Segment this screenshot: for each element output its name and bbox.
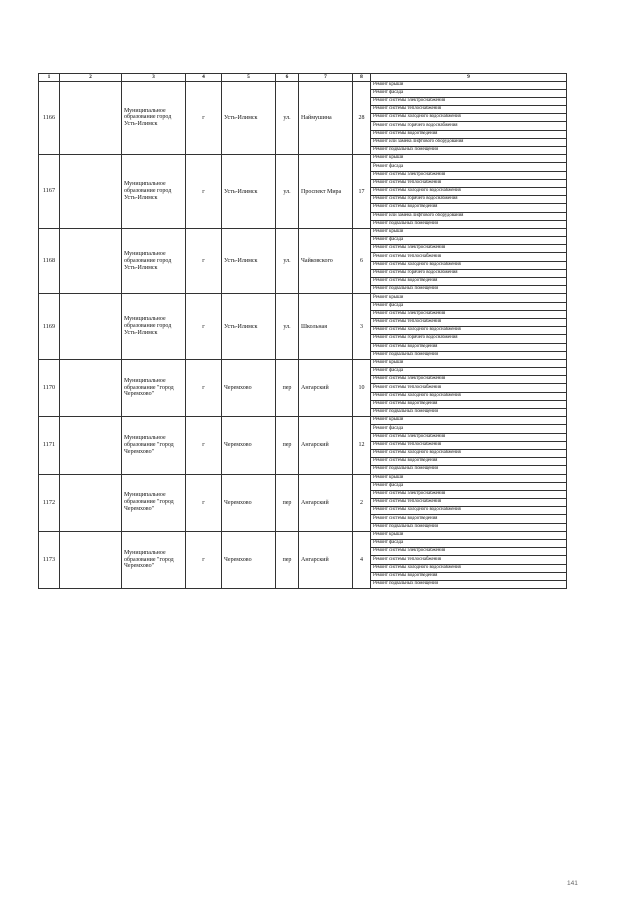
- repair-work-item: Ремонт системы теплоснабжения: [371, 318, 567, 326]
- repair-work-item: Ремонт системы горячего водоснабжения: [371, 196, 567, 204]
- table-row: [39, 417, 567, 425]
- repair-work-item: Ремонт крыши: [371, 81, 567, 89]
- settlement-type: г: [186, 155, 222, 229]
- settlement-name: Черемхово: [222, 474, 276, 531]
- column-header: 4: [186, 74, 222, 82]
- repair-work-item: Ремонт системы водоотведения: [371, 572, 567, 580]
- settlement-type: г: [186, 81, 222, 155]
- municipality: Муниципальное образование город Усть-Илимск: [122, 155, 186, 229]
- repair-work-item: Ремонт системы теплоснабжения: [371, 499, 567, 507]
- empty-cell: [60, 294, 122, 360]
- municipality: Муниципальное образование "город Черемхово": [122, 531, 186, 588]
- settlement-type: г: [186, 474, 222, 531]
- repair-work-item: Ремонт системы холодного водоснабжения: [371, 507, 567, 515]
- repair-work-item: Ремонт системы холодного водоснабжения: [371, 187, 567, 195]
- record-number: 1166: [39, 81, 60, 155]
- house-number: 3: [353, 294, 371, 360]
- repair-work-item: Ремонт подвальных помещений: [371, 466, 567, 474]
- table-row: [39, 155, 567, 163]
- street-type: ул.: [276, 81, 299, 155]
- house-number: 12: [353, 417, 371, 474]
- repair-work-item: Ремонт крыши: [371, 294, 567, 302]
- municipality: Муниципальное образование "город Черемхово": [122, 417, 186, 474]
- table-row: [39, 81, 567, 89]
- repair-work-item: Ремонт или замена лифтового оборудования: [371, 138, 567, 146]
- repair-work-item: Ремонт системы электроснабжения: [371, 433, 567, 441]
- repair-work-item: Ремонт системы электроснабжения: [371, 97, 567, 105]
- settlement-name: Черемхово: [222, 417, 276, 474]
- street-name: Чайковского: [299, 228, 353, 294]
- repair-work-item: Ремонт крыши: [371, 155, 567, 163]
- repair-program-table: [38, 73, 567, 589]
- street-name: Школьная: [299, 294, 353, 360]
- record-number: 1172: [39, 474, 60, 531]
- column-header: 1: [39, 74, 60, 82]
- record-number: 1171: [39, 417, 60, 474]
- repair-work-item: Ремонт системы холодного водоснабжения: [371, 261, 567, 269]
- empty-cell: [60, 359, 122, 416]
- repair-work-item: Ремонт системы электроснабжения: [371, 490, 567, 498]
- repair-work-item: Ремонт системы электроснабжения: [371, 310, 567, 318]
- settlement-name: Усть-Илимск: [222, 155, 276, 229]
- empty-cell: [60, 531, 122, 588]
- settlement-name: Усть-Илимск: [222, 294, 276, 360]
- municipality: Муниципальное образование город Усть-Илимск: [122, 294, 186, 360]
- house-number: 10: [353, 359, 371, 416]
- empty-cell: [60, 474, 122, 531]
- record-number: 1167: [39, 155, 60, 229]
- street-type: пер: [276, 531, 299, 588]
- settlement-type: г: [186, 294, 222, 360]
- column-header: 6: [276, 74, 299, 82]
- street-type: ул.: [276, 228, 299, 294]
- repair-work-item: Ремонт системы теплоснабжения: [371, 253, 567, 261]
- record-number: 1170: [39, 359, 60, 416]
- repair-work-item: Ремонт системы электроснабжения: [371, 245, 567, 253]
- repair-work-item: Ремонт системы водоотведения: [371, 278, 567, 286]
- settlement-type: г: [186, 359, 222, 416]
- settlement-name: Черемхово: [222, 359, 276, 416]
- repair-work-item: Ремонт системы горячего водоснабжения: [371, 269, 567, 277]
- repair-work-item: Ремонт системы водоотведения: [371, 458, 567, 466]
- repair-work-item: Ремонт системы электроснабжения: [371, 376, 567, 384]
- street-type: пер: [276, 474, 299, 531]
- repair-work-item: Ремонт системы теплоснабжения: [371, 384, 567, 392]
- table-row: [39, 294, 567, 302]
- settlement-name: Черемхово: [222, 531, 276, 588]
- empty-cell: [60, 228, 122, 294]
- repair-work-item: Ремонт фасада: [371, 237, 567, 245]
- street-type: пер: [276, 359, 299, 416]
- street-name: Ангарский: [299, 417, 353, 474]
- settlement-type: г: [186, 531, 222, 588]
- house-number: 28: [353, 81, 371, 155]
- repair-work-item: Ремонт подвальных помещений: [371, 220, 567, 228]
- repair-work-item: Ремонт системы холодного водоснабжения: [371, 449, 567, 457]
- repair-work-item: Ремонт системы горячего водоснабжения: [371, 122, 567, 130]
- repair-work-item: Ремонт системы теплоснабжения: [371, 556, 567, 564]
- column-header: 3: [122, 74, 186, 82]
- header-row: [39, 74, 567, 82]
- column-header: 2: [60, 74, 122, 82]
- repair-work-item: Ремонт фасада: [371, 89, 567, 97]
- repair-work-item: Ремонт фасада: [371, 482, 567, 490]
- municipality: Муниципальное образование город Усть-Илимск: [122, 228, 186, 294]
- street-name: Наймушина: [299, 81, 353, 155]
- repair-work-item: Ремонт системы водоотведения: [371, 515, 567, 523]
- repair-work-item: Ремонт фасада: [371, 425, 567, 433]
- repair-work-item: Ремонт подвальных помещений: [371, 351, 567, 359]
- repair-work-item: Ремонт системы электроснабжения: [371, 548, 567, 556]
- empty-cell: [60, 81, 122, 155]
- repair-work-item: Ремонт системы холодного водоснабжения: [371, 564, 567, 572]
- column-header: 5: [222, 74, 276, 82]
- repair-work-item: Ремонт системы холодного водоснабжения: [371, 114, 567, 122]
- repair-work-item: Ремонт системы теплоснабжения: [371, 179, 567, 187]
- municipality: Муниципальное образование город Усть-Илимск: [122, 81, 186, 155]
- repair-work-item: Ремонт крыши: [371, 228, 567, 236]
- repair-work-item: Ремонт крыши: [371, 417, 567, 425]
- settlement-type: г: [186, 228, 222, 294]
- repair-work-item: Ремонт подвальных помещений: [371, 147, 567, 155]
- column-header: 7: [299, 74, 353, 82]
- repair-work-item: Ремонт системы водоотведения: [371, 204, 567, 212]
- repair-work-item: Ремонт крыши: [371, 531, 567, 539]
- repair-work-item: Ремонт фасада: [371, 302, 567, 310]
- table-row: [39, 359, 567, 367]
- record-number: 1168: [39, 228, 60, 294]
- municipality: Муниципальное образование "город Черемхово": [122, 474, 186, 531]
- column-header: 8: [353, 74, 371, 82]
- empty-cell: [60, 417, 122, 474]
- repair-work-item: Ремонт системы электроснабжения: [371, 171, 567, 179]
- street-type: ул.: [276, 155, 299, 229]
- street-type: ул.: [276, 294, 299, 360]
- repair-work-item: Ремонт системы холодного водоснабжения: [371, 392, 567, 400]
- repair-work-item: Ремонт системы водоотведения: [371, 400, 567, 408]
- house-number: 2: [353, 474, 371, 531]
- repair-work-item: Ремонт крыши: [371, 474, 567, 482]
- column-header: 9: [371, 74, 567, 82]
- house-number: 6: [353, 228, 371, 294]
- street-name: Проспект Мира: [299, 155, 353, 229]
- record-number: 1169: [39, 294, 60, 360]
- repair-work-item: Ремонт подвальных помещений: [371, 523, 567, 531]
- repair-work-item: Ремонт системы холодного водоснабжения: [371, 327, 567, 335]
- repair-work-item: Ремонт или замена лифтового оборудования: [371, 212, 567, 220]
- repair-work-item: Ремонт фасада: [371, 163, 567, 171]
- repair-work-item: Ремонт системы теплоснабжения: [371, 106, 567, 114]
- repair-work-item: Ремонт системы теплоснабжения: [371, 441, 567, 449]
- repair-work-item: Ремонт подвальных помещений: [371, 409, 567, 417]
- settlement-type: г: [186, 417, 222, 474]
- table-row: [39, 228, 567, 236]
- settlement-name: Усть-Илимск: [222, 81, 276, 155]
- record-number: 1173: [39, 531, 60, 588]
- repair-work-item: Ремонт системы горячего водоснабжения: [371, 335, 567, 343]
- repair-work-item: Ремонт фасада: [371, 368, 567, 376]
- page-number: 141: [567, 880, 578, 887]
- table-row: [39, 531, 567, 539]
- street-name: Ангарский: [299, 474, 353, 531]
- repair-work-item: Ремонт подвальных помещений: [371, 580, 567, 588]
- repair-work-item: Ремонт системы водоотведения: [371, 130, 567, 138]
- street-type: пер: [276, 417, 299, 474]
- settlement-name: Усть-Илимск: [222, 228, 276, 294]
- table-row: [39, 474, 567, 482]
- repair-work-item: Ремонт фасада: [371, 540, 567, 548]
- municipality: Муниципальное образование "город Черемхово": [122, 359, 186, 416]
- street-name: Ангарский: [299, 359, 353, 416]
- repair-work-item: Ремонт крыши: [371, 359, 567, 367]
- repair-work-item: Ремонт системы водоотведения: [371, 343, 567, 351]
- repair-work-item: Ремонт подвальных помещений: [371, 286, 567, 294]
- house-number: 4: [353, 531, 371, 588]
- street-name: Ангарский: [299, 531, 353, 588]
- house-number: 17: [353, 155, 371, 229]
- empty-cell: [60, 155, 122, 229]
